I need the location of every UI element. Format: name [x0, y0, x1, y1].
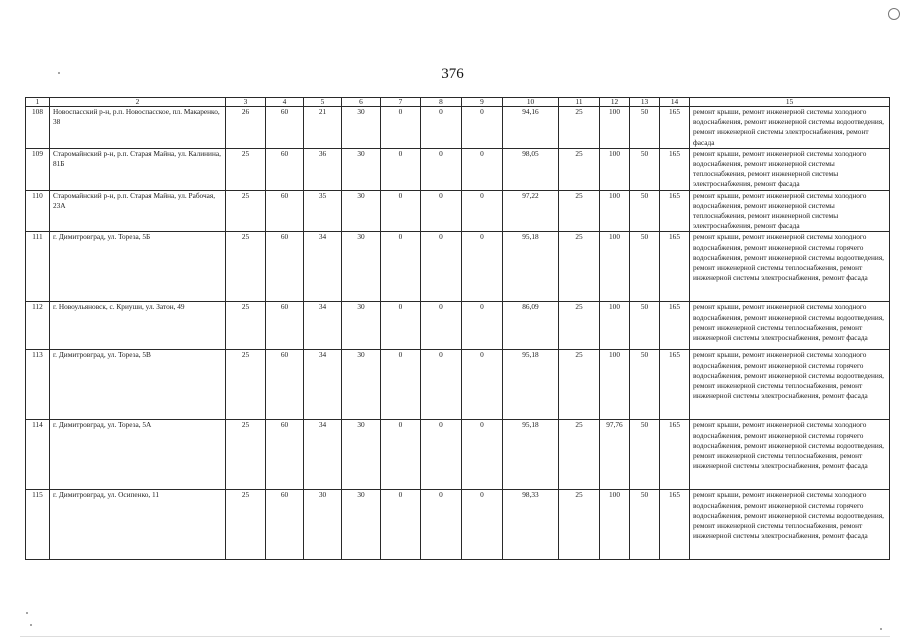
- row-number-cell: 110: [26, 190, 50, 232]
- repair-works-cell: ремонт крыши, ремонт инженерной системы холодного водоснабжения, ремонт инженерной системы теплоснабжения, ремонт инженерной системы электроснабжения, ремонт фасада: [690, 190, 890, 232]
- value-cell-c13: 50: [630, 232, 660, 302]
- repair-works-cell: ремонт крыши, ремонт инженерной системы холодного водоснабжения, ремонт инженерной системы горячего водоснабжения, ремонт инженерной системы водоотведения, ремонт инженерной системы теплоснабжения, ремонт инженерной системы электроснабжения, ремонт фасада: [690, 420, 890, 490]
- value-cell-c5: 35: [304, 190, 342, 232]
- value-cell-c13: 50: [630, 350, 660, 420]
- value-cell-c7: 0: [381, 350, 421, 420]
- value-cell-c14: 165: [660, 302, 690, 350]
- value-cell-c3: 25: [226, 350, 266, 420]
- value-cell-c9: 0: [462, 350, 503, 420]
- page-number: 376: [441, 66, 464, 82]
- value-cell-c4: 60: [266, 350, 304, 420]
- row-number-cell: 109: [26, 148, 50, 190]
- column-number-1: 1: [26, 98, 50, 107]
- value-cell-c4: 60: [266, 190, 304, 232]
- value-cell-c7: 0: [381, 148, 421, 190]
- value-cell-c12: 100: [600, 232, 630, 302]
- value-cell-c8: 0: [421, 350, 462, 420]
- value-cell-c9: 0: [462, 190, 503, 232]
- address-cell: Старомайнский р-н, р.п. Старая Майна, ул. Калинина, 81Б: [50, 148, 226, 190]
- address-cell: Новоспасский р-н, р.п. Новоспасское, пл. Макаренко, 38: [50, 107, 226, 149]
- column-number-7: 7: [381, 98, 421, 107]
- table-row: [26, 490, 890, 560]
- column-number-3: 3: [226, 98, 266, 107]
- table-row: [26, 420, 890, 490]
- table-row: [26, 190, 890, 232]
- value-cell-c12: 100: [600, 190, 630, 232]
- scan-speck: [26, 612, 28, 614]
- value-cell-c7: 0: [381, 190, 421, 232]
- value-cell-c13: 50: [630, 107, 660, 149]
- value-cell-c6: 30: [342, 490, 381, 560]
- repair-works-cell: ремонт крыши, ремонт инженерной системы холодного водоснабжения, ремонт инженерной системы теплоснабжения, ремонт инженерной системы электроснабжения, ремонт фасада: [690, 148, 890, 190]
- table-row: [26, 107, 890, 149]
- value-cell-c11: 25: [559, 302, 600, 350]
- column-number-14: 14: [660, 98, 690, 107]
- value-cell-c3: 25: [226, 490, 266, 560]
- value-cell-c9: 0: [462, 148, 503, 190]
- repair-works-cell: ремонт крыши, ремонт инженерной системы холодного водоснабжения, ремонт инженерной системы водоотведения, ремонт инженерной системы теплоснабжения, ремонт инженерной системы электроснабжения, ремонт фасада: [690, 302, 890, 350]
- value-cell-c7: 0: [381, 232, 421, 302]
- value-cell-c13: 50: [630, 490, 660, 560]
- value-cell-c8: 0: [421, 232, 462, 302]
- scan-corner-mark: [888, 8, 900, 20]
- value-cell-c4: 60: [266, 232, 304, 302]
- value-cell-c8: 0: [421, 302, 462, 350]
- repair-works-cell: ремонт крыши, ремонт инженерной системы холодного водоснабжения, ремонт инженерной системы горячего водоснабжения, ремонт инженерной системы водоотведения, ремонт инженерной системы теплоснабжения, ремонт инженерной системы электроснабжения, ремонт фасада: [690, 232, 890, 302]
- value-cell-c3: 25: [226, 232, 266, 302]
- scan-speck: [30, 624, 32, 626]
- repair-works-cell: ремонт крыши, ремонт инженерной системы холодного водоснабжения, ремонт инженерной системы горячего водоснабжения, ремонт инженерной системы водоотведения, ремонт инженерной системы теплоснабжения, ремонт инженерной системы электроснабжения, ремонт фасада: [690, 490, 890, 560]
- value-cell-c11: 25: [559, 420, 600, 490]
- row-number-cell: 114: [26, 420, 50, 490]
- value-cell-c9: 0: [462, 490, 503, 560]
- value-cell-c5: 36: [304, 148, 342, 190]
- address-cell: г. Димитровград, ул. Тореза, 5А: [50, 420, 226, 490]
- repair-program-table: [25, 97, 890, 560]
- value-cell-c9: 0: [462, 420, 503, 490]
- value-cell-c3: 25: [226, 302, 266, 350]
- table-row: [26, 302, 890, 350]
- column-number-9: 9: [462, 98, 503, 107]
- column-number-12: 12: [600, 98, 630, 107]
- value-cell-c11: 25: [559, 232, 600, 302]
- column-number-10: 10: [503, 98, 559, 107]
- value-cell-c14: 165: [660, 190, 690, 232]
- value-cell-c6: 30: [342, 302, 381, 350]
- table-row: [26, 148, 890, 190]
- value-cell-c8: 0: [421, 148, 462, 190]
- value-cell-c5: 34: [304, 350, 342, 420]
- value-cell-c4: 60: [266, 148, 304, 190]
- value-cell-c13: 50: [630, 190, 660, 232]
- column-number-2: 2: [50, 98, 226, 107]
- value-cell-c11: 25: [559, 490, 600, 560]
- value-cell-c11: 25: [559, 350, 600, 420]
- value-cell-c12: 100: [600, 148, 630, 190]
- repair-works-cell: ремонт крыши, ремонт инженерной системы холодного водоснабжения, ремонт инженерной системы горячего водоснабжения, ремонт инженерной системы водоотведения, ремонт инженерной системы теплоснабжения, ремонт инженерной системы электроснабжения, ремонт фасада: [690, 350, 890, 420]
- value-cell-c14: 165: [660, 232, 690, 302]
- value-cell-c11: 25: [559, 107, 600, 149]
- value-cell-c12: 97,76: [600, 420, 630, 490]
- value-cell-c13: 50: [630, 420, 660, 490]
- value-cell-c3: 25: [226, 148, 266, 190]
- value-cell-c6: 30: [342, 190, 381, 232]
- column-number-row: [26, 98, 890, 107]
- value-cell-c9: 0: [462, 232, 503, 302]
- value-cell-c12: 100: [600, 107, 630, 149]
- row-number-cell: 111: [26, 232, 50, 302]
- value-cell-c4: 60: [266, 107, 304, 149]
- column-number-8: 8: [421, 98, 462, 107]
- value-cell-c4: 60: [266, 490, 304, 560]
- value-cell-c3: 25: [226, 190, 266, 232]
- value-cell-c10: 86,09: [503, 302, 559, 350]
- row-number-cell: 115: [26, 490, 50, 560]
- value-cell-c10: 95,18: [503, 232, 559, 302]
- value-cell-c3: 26: [226, 107, 266, 149]
- address-cell: Старомайнский р-н, р.п. Старая Майна, ул. Рабочая, 23А: [50, 190, 226, 232]
- value-cell-c7: 0: [381, 302, 421, 350]
- value-cell-c9: 0: [462, 302, 503, 350]
- value-cell-c11: 25: [559, 148, 600, 190]
- value-cell-c6: 30: [342, 232, 381, 302]
- row-number-cell: 112: [26, 302, 50, 350]
- scan-speck: [880, 628, 882, 630]
- repair-works-cell: ремонт крыши, ремонт инженерной системы холодного водоснабжения, ремонт инженерной системы водоотведения, ремонт инженерной системы электроснабжения, ремонт фасада: [690, 107, 890, 149]
- value-cell-c7: 0: [381, 420, 421, 490]
- value-cell-c11: 25: [559, 190, 600, 232]
- value-cell-c13: 50: [630, 302, 660, 350]
- value-cell-c4: 60: [266, 302, 304, 350]
- value-cell-c13: 50: [630, 148, 660, 190]
- value-cell-c5: 34: [304, 302, 342, 350]
- address-cell: г. Димитровград, ул. Тореза, 5В: [50, 350, 226, 420]
- value-cell-c8: 0: [421, 107, 462, 149]
- row-number-cell: 113: [26, 350, 50, 420]
- value-cell-c12: 100: [600, 302, 630, 350]
- address-cell: г. Новоульяновск, с. Криуши, ул. Затон, 49: [50, 302, 226, 350]
- value-cell-c12: 100: [600, 490, 630, 560]
- column-number-13: 13: [630, 98, 660, 107]
- value-cell-c10: 97,22: [503, 190, 559, 232]
- value-cell-c14: 165: [660, 420, 690, 490]
- value-cell-c8: 0: [421, 190, 462, 232]
- address-cell: г. Димитровград, ул. Тореза, 5Б: [50, 232, 226, 302]
- column-number-6: 6: [342, 98, 381, 107]
- value-cell-c4: 60: [266, 420, 304, 490]
- value-cell-c6: 30: [342, 148, 381, 190]
- value-cell-c14: 165: [660, 350, 690, 420]
- column-number-11: 11: [559, 98, 600, 107]
- value-cell-c10: 95,18: [503, 350, 559, 420]
- value-cell-c7: 0: [381, 490, 421, 560]
- value-cell-c14: 165: [660, 490, 690, 560]
- column-number-15: 15: [690, 98, 890, 107]
- value-cell-c10: 98,33: [503, 490, 559, 560]
- value-cell-c8: 0: [421, 420, 462, 490]
- value-cell-c5: 21: [304, 107, 342, 149]
- scan-edge-line: [20, 636, 890, 637]
- value-cell-c10: 98,05: [503, 148, 559, 190]
- value-cell-c14: 165: [660, 148, 690, 190]
- value-cell-c10: 94,16: [503, 107, 559, 149]
- value-cell-c3: 25: [226, 420, 266, 490]
- value-cell-c7: 0: [381, 107, 421, 149]
- value-cell-c5: 34: [304, 232, 342, 302]
- row-number-cell: 108: [26, 107, 50, 149]
- address-cell: г. Димитровград, ул. Осипенко, 11: [50, 490, 226, 560]
- value-cell-c9: 0: [462, 107, 503, 149]
- value-cell-c5: 34: [304, 420, 342, 490]
- value-cell-c10: 95,18: [503, 420, 559, 490]
- column-number-5: 5: [304, 98, 342, 107]
- value-cell-c12: 100: [600, 350, 630, 420]
- value-cell-c6: 30: [342, 420, 381, 490]
- table-row: [26, 232, 890, 302]
- value-cell-c14: 165: [660, 107, 690, 149]
- value-cell-c6: 30: [342, 350, 381, 420]
- value-cell-c5: 30: [304, 490, 342, 560]
- table-row: [26, 350, 890, 420]
- value-cell-c8: 0: [421, 490, 462, 560]
- value-cell-c6: 30: [342, 107, 381, 149]
- column-number-4: 4: [266, 98, 304, 107]
